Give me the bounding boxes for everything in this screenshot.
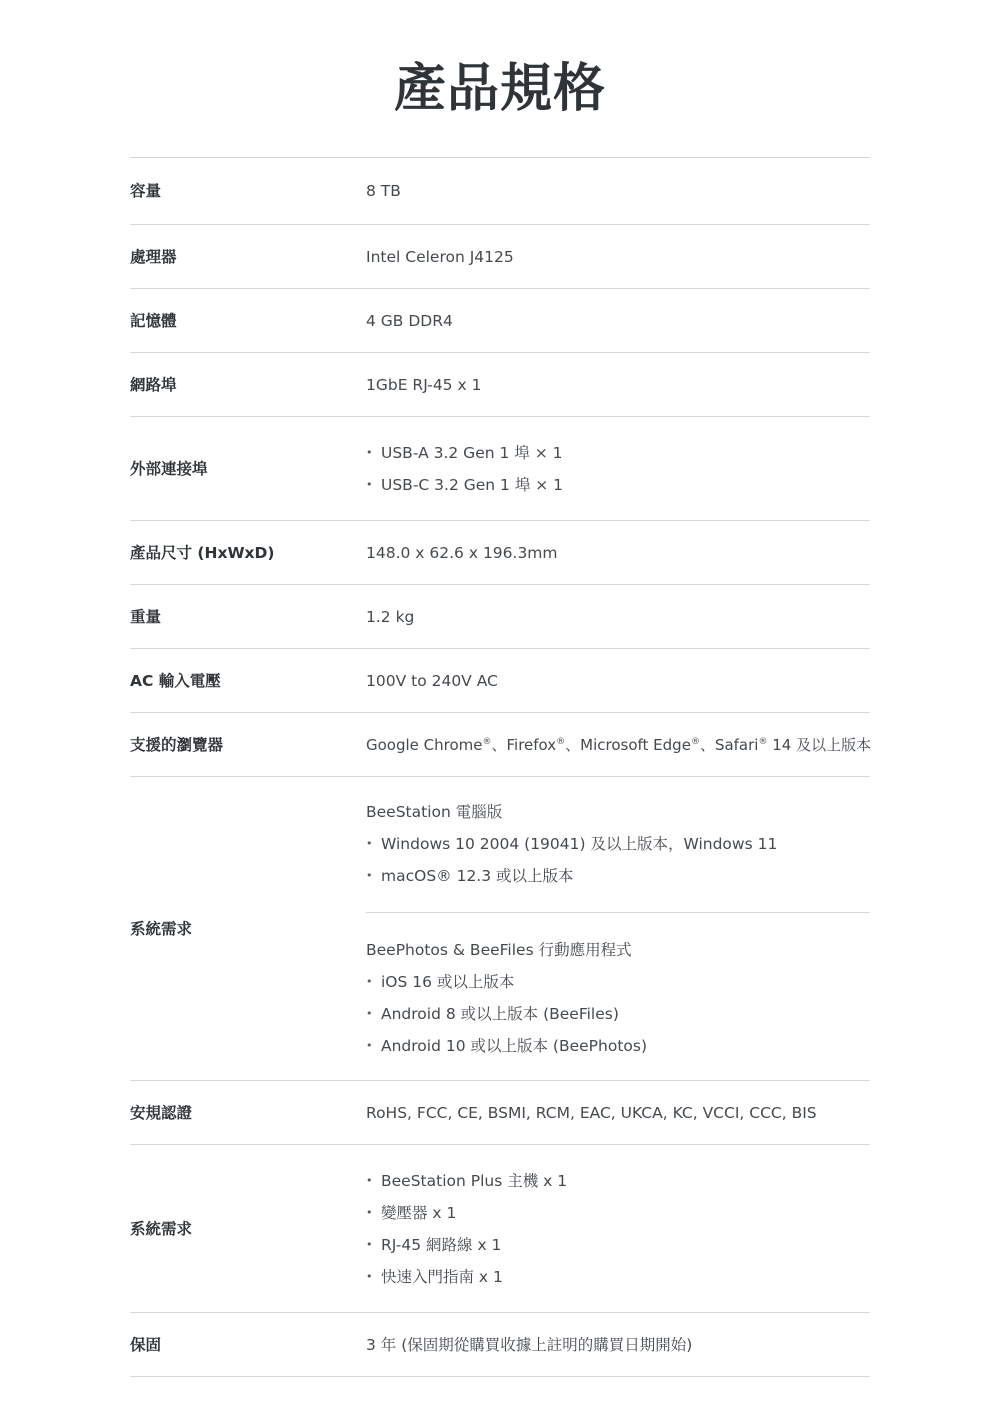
spec-value: 3 年 (保固期從購買收據上註明的購買日期開始) [366,1335,693,1354]
spec-row-browsers [130,713,870,777]
spec-label: 安規認證 [130,1103,193,1122]
list-item: • RJ-45 網路線 x 1 [366,1229,870,1261]
spec-value: Intel Celeron J4125 [366,247,514,266]
list-item: • Android 8 或以上版本 (BeeFiles) [366,998,870,1030]
spec-row-processor [130,225,870,289]
registered-mark: ® [482,736,492,747]
spec-table [130,157,870,1377]
list-item: • iOS 16 或以上版本 [366,966,870,998]
spec-row-package-contents [130,1145,870,1313]
bullet-list [366,828,870,892]
bullet-list [366,1165,870,1293]
spec-value: RoHS, FCC, CE, BSMI, RCM, EAC, UKCA, KC, VCCI, CCC, BIS [366,1103,817,1122]
spec-label: 系統需求 [130,919,193,938]
browser-firefox: 、Firefox [491,735,557,754]
spec-label: 容量 [130,182,162,200]
registered-mark: ® [690,736,700,747]
browser-safari: 、Safari [699,735,759,754]
list-item: • USB-C 3.2 Gen 1 埠 × 1 [366,469,870,501]
spec-label: 保固 [130,1335,162,1354]
spec-row-certifications [130,1081,870,1145]
spec-value: 100V to 240V AC [366,671,498,690]
spec-value [366,437,870,501]
spec-row-external-ports [130,417,870,521]
list-item: • macOS® 12.3 或以上版本 [366,860,870,892]
spec-label: 處理器 [130,247,177,266]
spec-row-warranty [130,1313,870,1377]
spec-row-dimensions [130,521,870,585]
spec-label: 記憶體 [130,311,177,330]
list-item: • 變壓器 x 1 [366,1197,870,1229]
spec-value [366,1165,870,1293]
spec-row-ac-voltage [130,649,870,713]
list-item: • USB-A 3.2 Gen 1 埠 × 1 [366,437,870,469]
divider [366,912,870,913]
spec-value: 1.2 kg [366,607,415,626]
spec-label: 重量 [130,607,162,626]
page-title: 產品規格 [393,59,606,119]
spec-row-network [130,353,870,417]
spec-value: 1GbE RJ-45 x 1 [366,375,482,394]
browser-chrome: Google Chrome [366,735,483,754]
list-item: • Android 10 或以上版本 (BeePhotos) [366,1030,870,1062]
spec-row-weight [130,585,870,649]
spec-label: 外部連接埠 [130,459,208,478]
list-item: • BeeStation Plus 主機 x 1 [366,1165,870,1197]
browser-version-note: 14 及以上版本 [767,735,872,754]
spec-row-capacity [130,158,870,225]
spec-label: 系統需求 [130,1219,193,1238]
spec-row-system-requirements [130,777,870,1081]
mobile-app-title: BeePhotos & BeeFiles 行動應用程式 [366,940,632,959]
registered-mark: ® [758,736,768,747]
registered-mark: ® [556,736,566,747]
spec-value [366,734,871,756]
spec-row-memory [130,289,870,353]
spec-label: 支援的瀏覽器 [130,735,224,754]
spec-label: AC 輸入電壓 [130,671,221,690]
spec-label: 網路埠 [130,375,177,394]
list-item: • 快速入門指南 x 1 [366,1261,870,1293]
spec-label: 產品尺寸 (HxWxD) [130,543,275,562]
desktop-app-title: BeeStation 電腦版 [366,802,503,821]
spec-value: 4 GB DDR4 [366,311,453,330]
spec-value: 148.0 x 62.6 x 196.3mm [366,543,558,562]
browser-edge: 、Microsoft Edge [565,735,691,754]
spec-value: 8 TB [366,182,401,200]
bullet-list [366,966,870,1062]
bullet-list [366,437,870,501]
list-item: • Windows 10 2004 (19041) 及以上版本，Windows 11 [366,828,870,860]
spec-value [366,796,870,1062]
